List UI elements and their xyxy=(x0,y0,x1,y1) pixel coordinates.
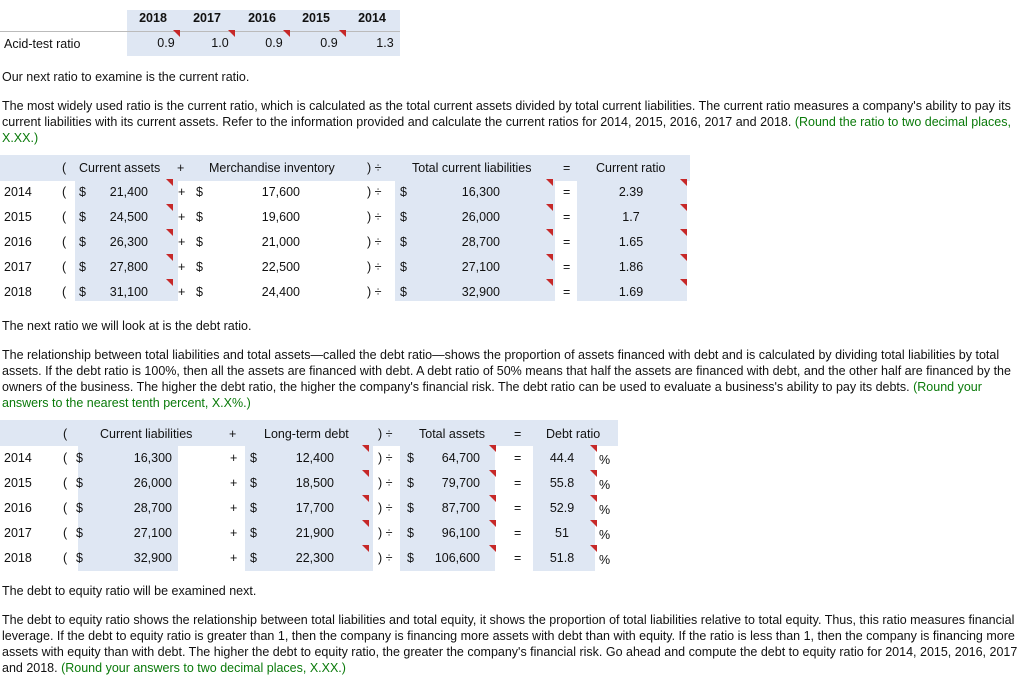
acid-value: 1.3 xyxy=(376,36,394,50)
incorrect-marker-icon xyxy=(546,204,553,211)
header-open-paren: ( xyxy=(63,427,68,441)
header-plus: + xyxy=(229,427,237,441)
dollar-sign: $ xyxy=(400,285,407,299)
paragraph-text: The debt to equity ratio shows the relationship between total liabilities and total equity, it shows the proportion of total liabilities relative to total equity. Thus, this ratio measures financial leverage. If the debt to equity ratio is greater than 1, then the company is financing more assets with debt than with equity. If the ratio is less than 1, then the company is financing more assets with equity than with debt. The higher the debt to equity ratio, the greater the company's financial risk. Go ahead and compute the debt to equity ratio for 2014, 2015, 2016, 2017 and 2018. xyxy=(2,613,1018,675)
paragraph-debt-ratio xyxy=(2,347,1020,411)
equals-sign: = xyxy=(514,501,522,515)
acid-row-label: Acid-test ratio xyxy=(4,37,81,51)
acid-value: 0.9 xyxy=(320,36,338,50)
incorrect-marker-icon xyxy=(546,254,553,261)
paragraph-debt-equity-ratio xyxy=(2,612,1020,676)
open-paren: ( xyxy=(63,476,68,490)
current-liabilities-value: 28,700 xyxy=(133,501,172,515)
dollar-sign: $ xyxy=(250,526,257,540)
rounding-instruction: (Round your answers to two decimal places, X.XX.) xyxy=(61,661,346,675)
close-divide: ) ÷ xyxy=(378,476,393,490)
row-year: 2018 xyxy=(4,285,32,299)
incorrect-marker-icon xyxy=(283,30,290,37)
current-liabilities-value: 26,000 xyxy=(133,476,172,490)
open-paren: ( xyxy=(63,551,68,565)
dollar-sign: $ xyxy=(407,476,414,490)
dollar-sign: $ xyxy=(196,260,203,274)
incorrect-marker-icon xyxy=(489,520,496,527)
header-total-assets: Total assets xyxy=(419,427,486,441)
close-divide: ) ÷ xyxy=(367,185,382,199)
incorrect-marker-icon xyxy=(339,30,346,37)
dollar-sign: $ xyxy=(400,210,407,224)
current-liabilities-value: 27,100 xyxy=(133,526,172,540)
plus-sign: + xyxy=(178,260,186,274)
debt-ratio-input[interactable]: 51.8 xyxy=(549,551,575,565)
plus-sign: + xyxy=(178,285,186,299)
total-current-liabilities-input[interactable]: 32,900 xyxy=(461,285,500,299)
paragraph-text: The most widely used ratio is the current ratio, which is calculated as the total current assets divided by total current liabilities. The current ratio measures a company's ability to pay its current liabilities with its current assets. Refer to the information provided and calculate the current ratios for 2014, 2015, 2016, 2017 and 2018. xyxy=(2,99,1011,129)
close-divide: ) ÷ xyxy=(367,235,382,249)
dollar-sign: $ xyxy=(400,260,407,274)
incorrect-marker-icon xyxy=(166,254,173,261)
dollar-sign: $ xyxy=(407,526,414,540)
incorrect-marker-icon xyxy=(362,470,369,477)
row-year: 2017 xyxy=(4,260,32,274)
dollar-sign: $ xyxy=(76,451,83,465)
row-year: 2014 xyxy=(4,451,32,465)
incorrect-marker-icon xyxy=(173,30,180,37)
paragraph-text: The relationship between total liabilities and total assets—called the debt ratio—shows the proportion of assets financed with debt and is calculated by dividing total liabilities by total assets. If the debt ratio is 100%, then all the assets are financed with debt. A debt ratio of 50% means that half the assets are financed with debt, and the other half are financed by the owners of the business. The higher the debt ratio, the higher the company's financial risk. The debt ratio can be used to evaluate a business's ability to pay its debts. xyxy=(2,348,1011,394)
plus-sign: + xyxy=(178,210,186,224)
merchandise-inventory-value: 17,600 xyxy=(261,185,300,199)
header-current-liabilities: Current liabilities xyxy=(100,427,193,441)
percent-sign: % xyxy=(599,453,611,467)
incorrect-marker-icon xyxy=(166,179,173,186)
paragraph-debt-intro: The next ratio we will look at is the debt ratio. xyxy=(2,319,252,333)
dollar-sign: $ xyxy=(196,285,203,299)
dollar-sign: $ xyxy=(79,185,86,199)
incorrect-marker-icon xyxy=(680,179,687,186)
row-year: 2018 xyxy=(4,551,32,565)
open-paren: ( xyxy=(62,235,67,249)
incorrect-marker-icon xyxy=(546,179,553,186)
open-paren: ( xyxy=(62,285,67,299)
debt-ratio-input[interactable]: 51 xyxy=(555,526,569,540)
percent-sign: % xyxy=(599,478,611,492)
open-paren: ( xyxy=(62,210,67,224)
total-current-liabilities-input[interactable]: 28,700 xyxy=(461,235,500,249)
row-year: 2016 xyxy=(4,501,32,515)
acid-value: 1.0 xyxy=(211,36,229,50)
incorrect-marker-icon xyxy=(546,229,553,236)
plus-sign: + xyxy=(230,451,238,465)
percent-sign: % xyxy=(599,503,611,517)
merchandise-inventory-value: 19,600 xyxy=(261,210,300,224)
rounding-instruction: (Round the ratio to two decimal places, X.XX.) xyxy=(2,115,1011,145)
incorrect-marker-icon xyxy=(680,204,687,211)
incorrect-marker-icon xyxy=(590,520,597,527)
incorrect-marker-icon xyxy=(489,495,496,502)
close-divide: ) ÷ xyxy=(367,260,382,274)
incorrect-marker-icon xyxy=(489,545,496,552)
dollar-sign: $ xyxy=(400,185,407,199)
incorrect-marker-icon xyxy=(166,229,173,236)
incorrect-marker-icon xyxy=(680,279,687,286)
header-total-current-liabilities: Total current liabilities xyxy=(412,161,532,175)
merchandise-inventory-value: 24,400 xyxy=(261,285,300,299)
debt-ratio-input[interactable]: 44.4 xyxy=(549,451,575,465)
plus-sign: + xyxy=(230,476,238,490)
current-assets-input[interactable]: 24,500 xyxy=(109,210,148,224)
incorrect-marker-icon xyxy=(590,470,597,477)
header-open-paren: ( xyxy=(62,161,67,175)
header-current-assets: Current assets xyxy=(79,161,161,175)
plus-sign: + xyxy=(230,501,238,515)
incorrect-marker-icon xyxy=(680,229,687,236)
equals-sign: = xyxy=(514,551,522,565)
dollar-sign: $ xyxy=(400,235,407,249)
long-term-debt-input[interactable]: 17,700 xyxy=(295,501,334,515)
incorrect-marker-icon xyxy=(680,254,687,261)
merchandise-inventory-value: 21,000 xyxy=(261,235,300,249)
total-assets-input[interactable]: 106,600 xyxy=(434,551,480,565)
dollar-sign: $ xyxy=(79,285,86,299)
incorrect-marker-icon xyxy=(362,495,369,502)
equals-sign: = xyxy=(563,210,571,224)
plus-sign: + xyxy=(178,185,186,199)
header-current-ratio: Current ratio xyxy=(596,161,666,175)
header-long-term-debt: Long-term debt xyxy=(264,427,349,441)
row-year: 2017 xyxy=(4,526,32,540)
incorrect-marker-icon xyxy=(489,470,496,477)
dollar-sign: $ xyxy=(196,235,203,249)
open-paren: ( xyxy=(63,451,68,465)
incorrect-marker-icon xyxy=(362,445,369,452)
dollar-sign: $ xyxy=(407,501,414,515)
incorrect-marker-icon xyxy=(590,445,597,452)
incorrect-marker-icon xyxy=(166,204,173,211)
percent-sign: % xyxy=(599,553,611,567)
open-paren: ( xyxy=(63,526,68,540)
debt-ratio-input[interactable]: 55.8 xyxy=(549,476,575,490)
dollar-sign: $ xyxy=(76,551,83,565)
dollar-sign: $ xyxy=(250,551,257,565)
current-ratio-input[interactable]: 2.39 xyxy=(618,185,644,199)
acid-year-header: 2015 xyxy=(302,11,330,25)
header-close-divide: ) ÷ xyxy=(367,161,382,175)
incorrect-marker-icon xyxy=(362,545,369,552)
current-assets-input[interactable]: 21,400 xyxy=(109,185,148,199)
dollar-sign: $ xyxy=(250,451,257,465)
total-assets-input[interactable]: 87,700 xyxy=(441,501,480,515)
equals-sign: = xyxy=(563,260,571,274)
total-current-liabilities-input[interactable]: 16,300 xyxy=(461,185,500,199)
long-term-debt-input[interactable]: 21,900 xyxy=(295,526,334,540)
close-divide: ) ÷ xyxy=(367,210,382,224)
row-year: 2016 xyxy=(4,235,32,249)
equals-sign: = xyxy=(514,476,522,490)
open-paren: ( xyxy=(63,501,68,515)
header-equals: = xyxy=(563,161,571,175)
dollar-sign: $ xyxy=(196,185,203,199)
plus-sign: + xyxy=(230,526,238,540)
incorrect-marker-icon xyxy=(590,495,597,502)
paragraph-debt-equity-intro: The debt to equity ratio will be examined next. xyxy=(2,584,257,598)
dollar-sign: $ xyxy=(407,451,414,465)
header-plus: + xyxy=(177,161,185,175)
dollar-sign: $ xyxy=(250,501,257,515)
close-divide: ) ÷ xyxy=(378,526,393,540)
open-paren: ( xyxy=(62,260,67,274)
paragraph-current-intro: Our next ratio to examine is the current ratio. xyxy=(2,70,250,84)
dollar-sign: $ xyxy=(79,235,86,249)
header-equals: = xyxy=(514,427,522,441)
dollar-sign: $ xyxy=(76,526,83,540)
dollar-sign: $ xyxy=(76,501,83,515)
current-ratio-input[interactable]: 1.69 xyxy=(618,285,644,299)
acid-year-header: 2016 xyxy=(248,11,276,25)
incorrect-marker-icon xyxy=(489,445,496,452)
incorrect-marker-icon xyxy=(590,545,597,552)
dollar-sign: $ xyxy=(196,210,203,224)
header-debt-ratio: Debt ratio xyxy=(546,427,601,441)
close-divide: ) ÷ xyxy=(378,501,393,515)
acid-value: 0.9 xyxy=(157,36,175,50)
current-liabilities-value: 16,300 xyxy=(133,451,172,465)
rounding-instruction: (Round your answers to the nearest tenth percent, X.X%.) xyxy=(2,380,982,410)
dollar-sign: $ xyxy=(250,476,257,490)
total-assets-input[interactable]: 79,700 xyxy=(441,476,480,490)
incorrect-marker-icon xyxy=(166,279,173,286)
acid-year-header: 2018 xyxy=(139,11,167,25)
row-year: 2014 xyxy=(4,185,32,199)
open-paren: ( xyxy=(62,185,67,199)
current-ratio-input[interactable]: 1.86 xyxy=(618,260,644,274)
plus-sign: + xyxy=(230,551,238,565)
row-year: 2015 xyxy=(4,210,32,224)
equals-sign: = xyxy=(563,285,571,299)
close-divide: ) ÷ xyxy=(367,285,382,299)
dollar-sign: $ xyxy=(79,210,86,224)
header-close-divide: ) ÷ xyxy=(378,427,393,441)
close-divide: ) ÷ xyxy=(378,451,393,465)
long-term-debt-input[interactable]: 12,400 xyxy=(295,451,334,465)
incorrect-marker-icon xyxy=(228,30,235,37)
current-ratio-input[interactable]: 1.7 xyxy=(622,210,640,224)
long-term-debt-input[interactable]: 18,500 xyxy=(295,476,334,490)
debt-ratio-input[interactable]: 52.9 xyxy=(549,501,575,515)
close-divide: ) ÷ xyxy=(378,551,393,565)
current-liabilities-value: 32,900 xyxy=(133,551,172,565)
dollar-sign: $ xyxy=(76,476,83,490)
row-year: 2015 xyxy=(4,476,32,490)
current-assets-input[interactable]: 26,300 xyxy=(109,235,148,249)
merchandise-inventory-value: 22,500 xyxy=(261,260,300,274)
acid-value: 0.9 xyxy=(265,36,283,50)
dollar-sign: $ xyxy=(407,551,414,565)
header-merchandise-inventory: Merchandise inventory xyxy=(209,161,335,175)
dollar-sign: $ xyxy=(79,260,86,274)
incorrect-marker-icon xyxy=(362,520,369,527)
acid-year-header: 2017 xyxy=(193,11,221,25)
percent-sign: % xyxy=(599,528,611,542)
equals-sign: = xyxy=(514,451,522,465)
equals-sign: = xyxy=(563,185,571,199)
incorrect-marker-icon xyxy=(546,279,553,286)
current-assets-input[interactable]: 31,100 xyxy=(109,285,148,299)
paragraph-current-ratio xyxy=(2,98,1020,146)
current-ratio-input[interactable]: 1.65 xyxy=(618,235,644,249)
total-current-liabilities-input[interactable]: 26,000 xyxy=(461,210,500,224)
acid-year-header: 2014 xyxy=(358,11,386,25)
long-term-debt-input[interactable]: 22,300 xyxy=(295,551,334,565)
current-assets-input[interactable]: 27,800 xyxy=(109,260,148,274)
plus-sign: + xyxy=(178,235,186,249)
total-assets-input[interactable]: 64,700 xyxy=(441,451,480,465)
equals-sign: = xyxy=(514,526,522,540)
equals-sign: = xyxy=(563,235,571,249)
total-current-liabilities-input[interactable]: 27,100 xyxy=(461,260,500,274)
total-assets-input[interactable]: 96,100 xyxy=(441,526,480,540)
